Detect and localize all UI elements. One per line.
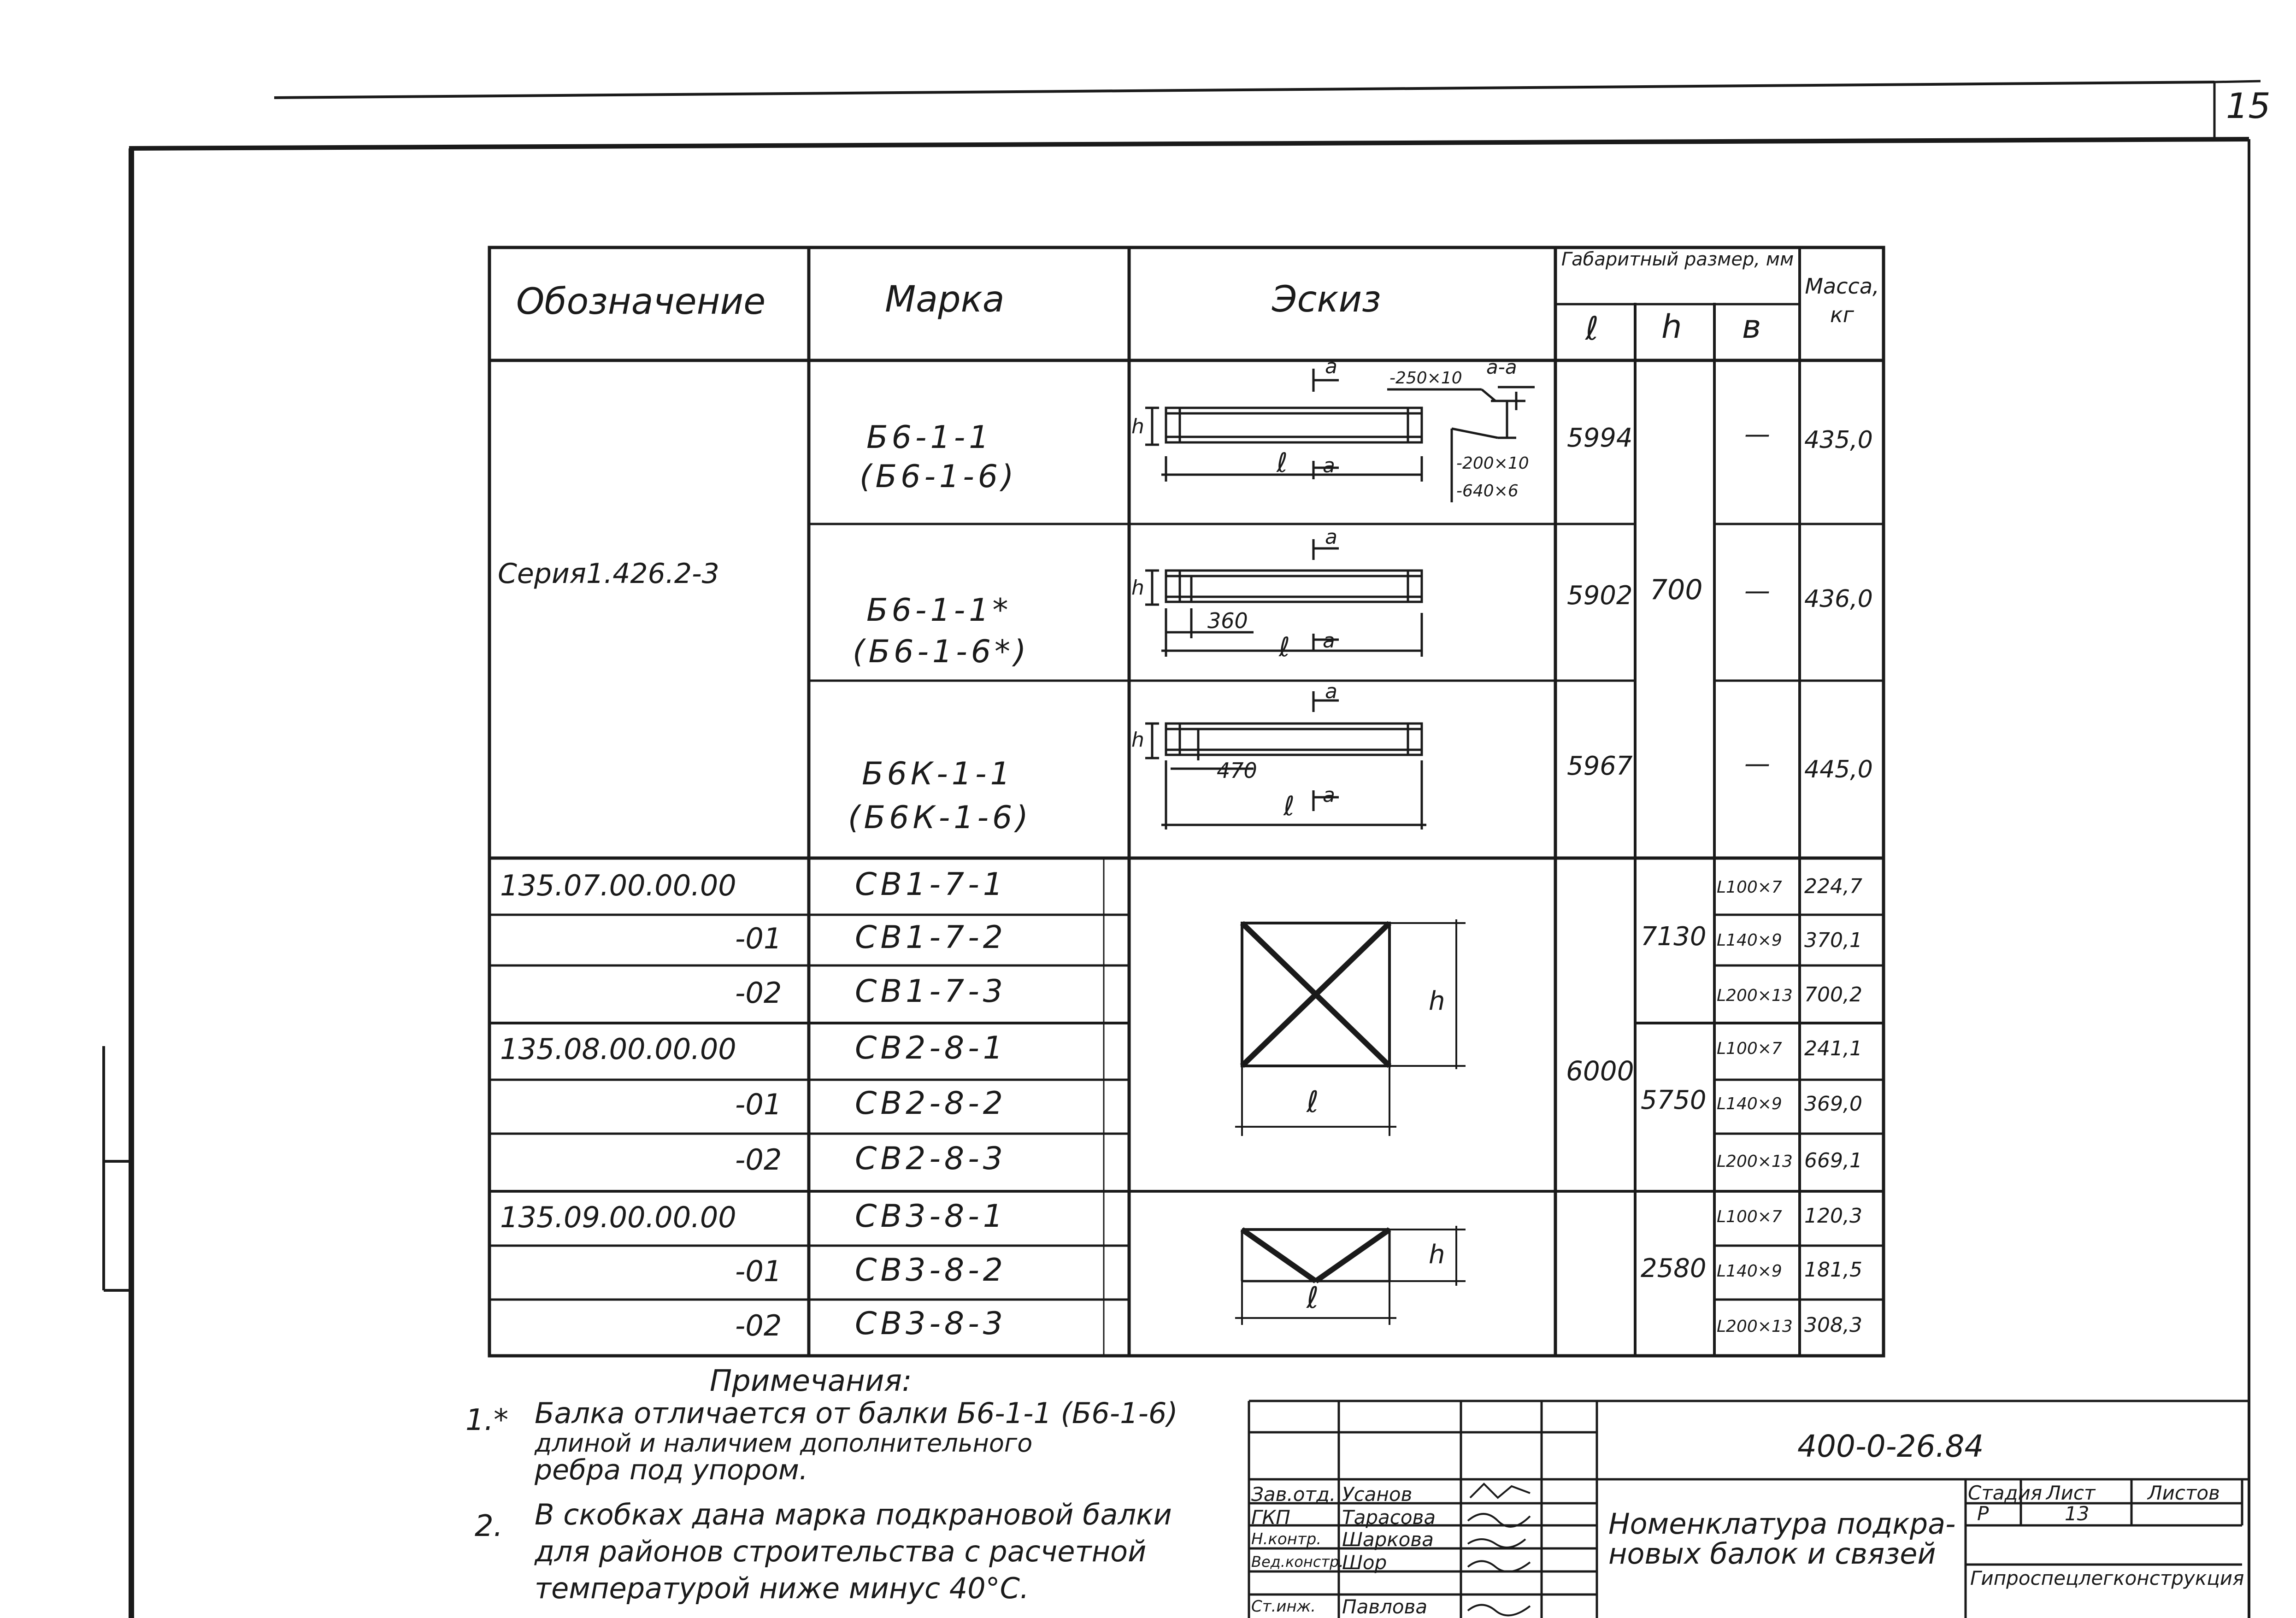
sketch1-a-bottom: a bbox=[1323, 454, 1335, 477]
note-1-line-2: длиной и наличием дополнительного bbox=[535, 1429, 1033, 1458]
beam-b-2: — bbox=[1744, 576, 1770, 606]
brace-designation-1-2: -01 bbox=[735, 922, 782, 955]
name-3: Шаркова bbox=[1342, 1528, 1434, 1551]
brace-b-1-2: L140×9 bbox=[1717, 931, 1782, 950]
brace-b-3-1: L100×7 bbox=[1717, 1207, 1782, 1226]
beam-mark-1: Б6-1-1 bbox=[866, 419, 993, 456]
sketch1-plate2: -200×10 bbox=[1456, 454, 1529, 473]
braces-l-shared: 6000 bbox=[1566, 1055, 1634, 1087]
header-mass: Масса, кг bbox=[1805, 274, 1879, 327]
brace-mass-2-2: 369,0 bbox=[1804, 1092, 1862, 1116]
brace-mass-2-3: 669,1 bbox=[1804, 1149, 1862, 1172]
sketch3-h: h bbox=[1131, 728, 1144, 752]
header-mark: Марка bbox=[885, 279, 1005, 320]
note-1-number: 1.* bbox=[465, 1403, 509, 1437]
brace-mass-1-1: 224,7 bbox=[1804, 875, 1862, 898]
name-5: Павлова bbox=[1342, 1595, 1428, 1618]
role-3: Н.контр. bbox=[1251, 1530, 1322, 1548]
brace-mass-1-2: 370,1 bbox=[1804, 929, 1862, 952]
stage-value: Р bbox=[1977, 1502, 1989, 1525]
organization: Гипроспецлегконструкция bbox=[1970, 1567, 2244, 1589]
brace-group-1-h: 7130 bbox=[1641, 922, 1707, 952]
beam-mass-1: 435,0 bbox=[1804, 426, 1873, 454]
header-l: ℓ bbox=[1585, 310, 1599, 347]
brace-b-3-3: L200×13 bbox=[1717, 1317, 1793, 1336]
beam-l-3: 5967 bbox=[1567, 751, 1633, 781]
brace-designation-2-1: 135.08.00.00.00 bbox=[500, 1032, 736, 1066]
sketch1-plate3: -640×6 bbox=[1456, 482, 1519, 500]
brace-group-3-h: 2580 bbox=[1641, 1253, 1707, 1283]
name-1: Усанов bbox=[1342, 1483, 1413, 1506]
brace-mark-1-2: СВ1-7-2 bbox=[855, 919, 1007, 956]
header-h: h bbox=[1661, 308, 1682, 346]
brace-b-2-1: L100×7 bbox=[1717, 1039, 1782, 1058]
beam-mark-2: Б6-1-1* bbox=[866, 592, 1012, 629]
sketch2-360: 360 bbox=[1207, 608, 1248, 633]
beam-mass-3: 445,0 bbox=[1804, 756, 1873, 783]
beam-mark-3: Б6К-1-1 bbox=[862, 756, 1014, 792]
brace-designation-3-3: -02 bbox=[735, 1309, 782, 1342]
brace-mass-2-1: 241,1 bbox=[1804, 1037, 1862, 1060]
brace-b-2-2: L140×9 bbox=[1717, 1094, 1782, 1113]
brace-designation-1-1: 135.07.00.00.00 bbox=[500, 869, 736, 902]
brace-designation-2-3: -02 bbox=[735, 1143, 782, 1177]
note-2-line-1: В скобках дана марка подкрановой балки bbox=[535, 1498, 1172, 1531]
beam-mark-alt-1: (Б6-1-6) bbox=[860, 459, 1018, 495]
sketch2-a-top: a bbox=[1325, 525, 1337, 549]
brace-mass-3-3: 308,3 bbox=[1804, 1313, 1862, 1337]
header-sketch: Эскиз bbox=[1272, 279, 1381, 320]
brace-designation-3-2: -01 bbox=[735, 1254, 782, 1288]
brace-mark-2-3: СВ2-8-3 bbox=[855, 1141, 1007, 1177]
brace-b-1-1: L100×7 bbox=[1717, 878, 1782, 897]
brace-mark-2-1: СВ2-8-1 bbox=[855, 1030, 1007, 1066]
sheets-label: Листов bbox=[2148, 1482, 2220, 1504]
beam-mass-2: 436,0 bbox=[1804, 585, 1873, 613]
doc-title-line-2: новых балок и связей bbox=[1608, 1537, 1936, 1571]
name-2: Тарасова bbox=[1342, 1506, 1436, 1529]
sketch2-a-bottom: a bbox=[1323, 629, 1335, 653]
brace-b-3-2: L140×9 bbox=[1717, 1262, 1782, 1281]
beam-l-2: 5902 bbox=[1567, 581, 1633, 611]
sketch1-section: а-а bbox=[1486, 356, 1517, 378]
sketch1-l: ℓ bbox=[1277, 447, 1288, 478]
header-b: в bbox=[1742, 308, 1761, 346]
note-1-line-1: Балка отличается от балки Б6-1-1 (Б6-1-6) bbox=[535, 1396, 1178, 1430]
sheet-number: 15 bbox=[2226, 85, 2271, 126]
note-1-line-3: ребра под упором. bbox=[535, 1454, 808, 1486]
sketch3-470: 470 bbox=[1217, 758, 1257, 783]
beams-h-shared: 700 bbox=[1650, 574, 1703, 606]
brace-v-h: h bbox=[1429, 1240, 1445, 1270]
note-2-line-2: для районов строительства с расчетной bbox=[535, 1535, 1147, 1568]
note-2-number: 2. bbox=[475, 1509, 503, 1543]
sketch1-h: h bbox=[1131, 415, 1144, 438]
brace-mark-1-3: СВ1-7-3 bbox=[855, 973, 1007, 1010]
brace-v-l: ℓ bbox=[1307, 1281, 1319, 1315]
brace-mass-1-3: 700,2 bbox=[1804, 983, 1862, 1006]
brace-b-2-3: L200×13 bbox=[1717, 1152, 1793, 1171]
sheet-label: Лист bbox=[2046, 1482, 2096, 1504]
sketch3-a-bottom: a bbox=[1323, 783, 1335, 807]
brace-mark-1-1: СВ1-7-1 bbox=[855, 866, 1007, 903]
role-5: Ст.инж. bbox=[1251, 1597, 1316, 1616]
stage-label: Стадия bbox=[1968, 1482, 2043, 1504]
brace-designation-1-3: -02 bbox=[735, 976, 782, 1010]
sketch1-a-top: a bbox=[1325, 355, 1337, 378]
brace-mark-3-2: СВ3-8-2 bbox=[855, 1252, 1007, 1289]
header-dimensions: Габаритный размер, мм bbox=[1561, 249, 1794, 270]
brace-mass-3-1: 120,3 bbox=[1804, 1204, 1862, 1228]
name-4: Шор bbox=[1342, 1551, 1387, 1574]
brace-mark-3-3: СВ3-8-3 bbox=[855, 1306, 1007, 1342]
brace-designation-2-2: -01 bbox=[735, 1088, 782, 1121]
brace-x-h: h bbox=[1429, 986, 1445, 1016]
brace-mass-3-2: 181,5 bbox=[1804, 1258, 1862, 1282]
header-designation: Обозначение bbox=[516, 281, 766, 323]
doc-title-line-1: Номенклатура подкра- bbox=[1608, 1507, 1956, 1541]
beam-b-1: — bbox=[1744, 419, 1770, 449]
note-2-line-3: температурой ниже минус 40°С. bbox=[535, 1571, 1029, 1605]
sketch2-l: ℓ bbox=[1279, 631, 1290, 663]
brace-designation-3-1: 135.09.00.00.00 bbox=[500, 1200, 736, 1234]
brace-group-2-h: 5750 bbox=[1641, 1085, 1707, 1115]
brace-x-l: ℓ bbox=[1307, 1085, 1319, 1119]
sketch3-l: ℓ bbox=[1283, 790, 1295, 822]
brace-mark-3-1: СВ3-8-1 bbox=[855, 1198, 1007, 1235]
sheet-value: 13 bbox=[2065, 1502, 2090, 1525]
role-4: Вед.констр. bbox=[1251, 1553, 1344, 1571]
sketch1-plate1: -250×10 bbox=[1389, 369, 1462, 388]
brace-b-1-3: L200×13 bbox=[1717, 986, 1793, 1005]
beam-b-3: — bbox=[1744, 749, 1770, 779]
brace-mark-2-2: СВ2-8-2 bbox=[855, 1085, 1007, 1122]
beam-mark-alt-2: (Б6-1-6*) bbox=[853, 634, 1030, 670]
beams-designation: Серия1.426.2-3 bbox=[498, 558, 719, 590]
sketch2-h: h bbox=[1131, 576, 1144, 600]
notes-title: Примечания: bbox=[710, 1364, 912, 1398]
doc-code: 400-0-26.84 bbox=[1797, 1429, 1984, 1464]
role-2: ГКП bbox=[1251, 1506, 1290, 1529]
sketch3-a-top: a bbox=[1325, 680, 1337, 703]
beam-l-1: 5994 bbox=[1567, 423, 1633, 453]
beam-mark-alt-3: (Б6К-1-6) bbox=[848, 800, 1032, 836]
role-1: Зав.отд. bbox=[1251, 1483, 1336, 1506]
